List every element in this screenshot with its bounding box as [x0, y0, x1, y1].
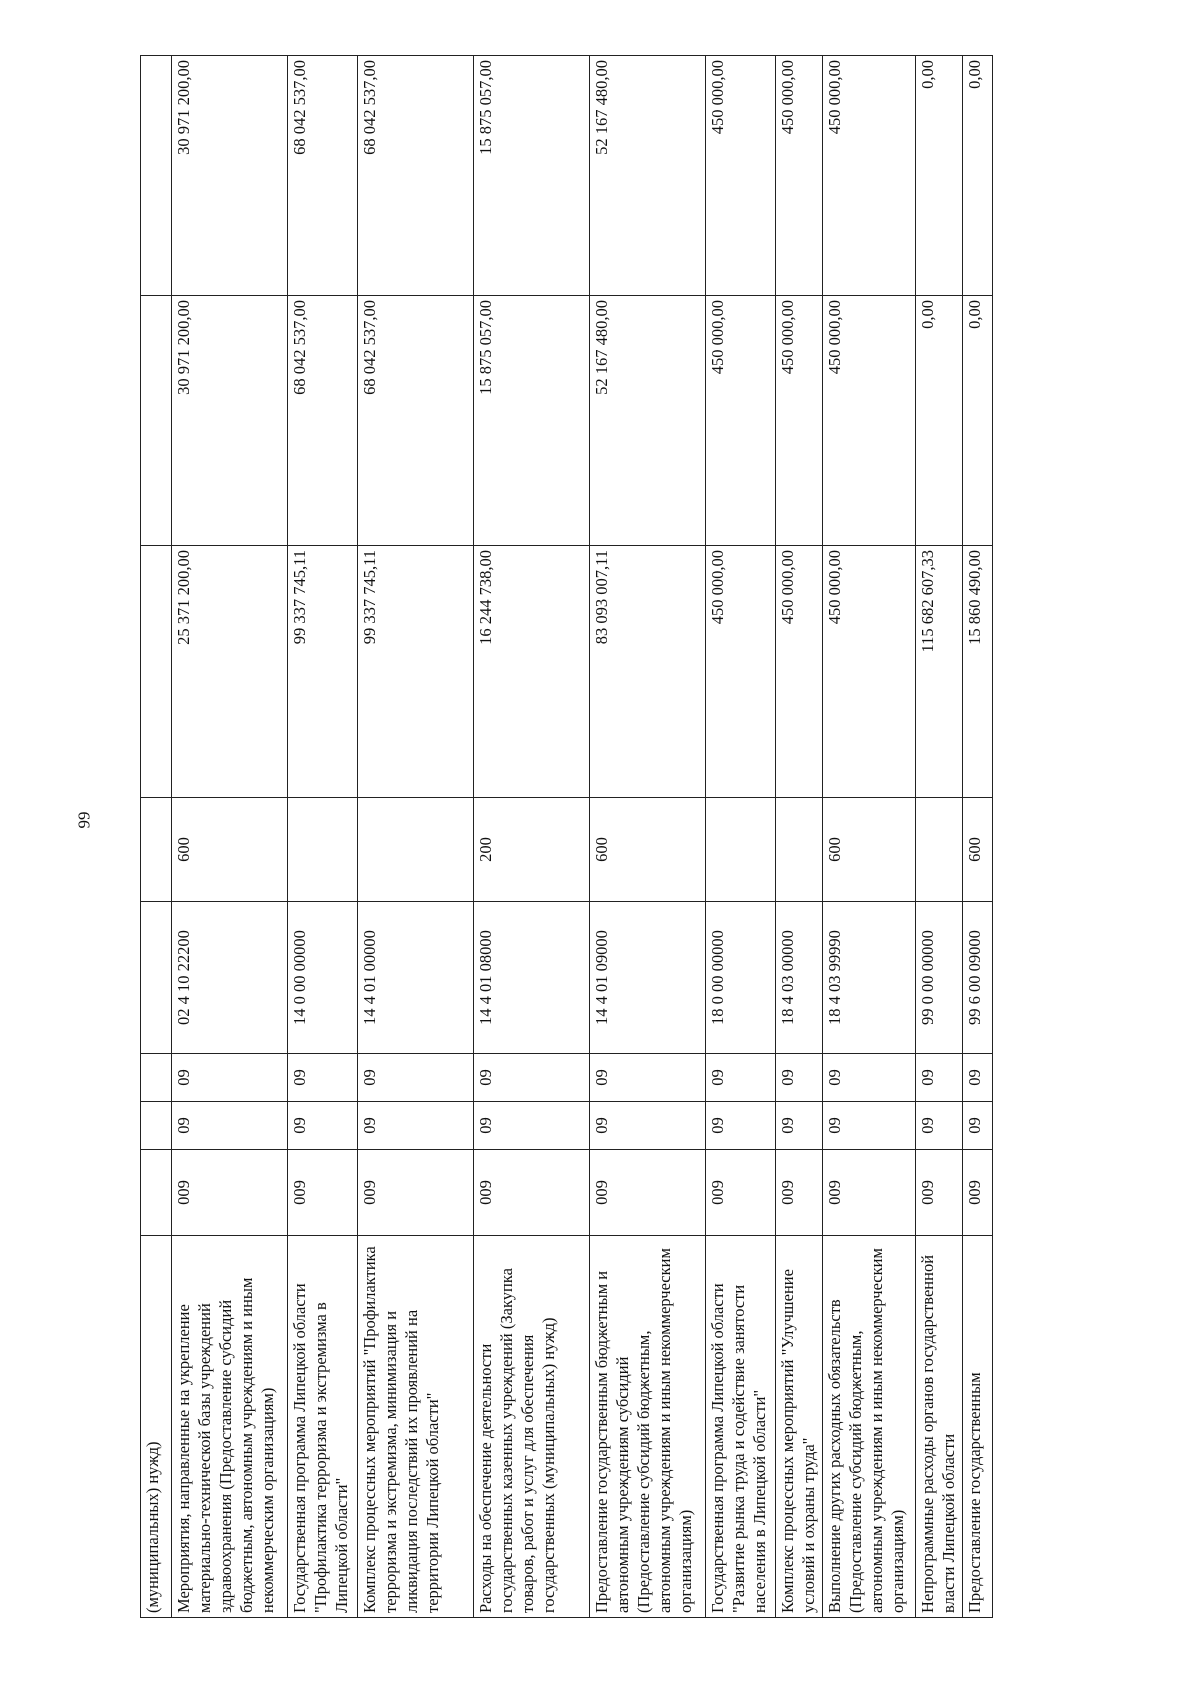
amount-year3-cell: 450 000,00: [776, 56, 823, 296]
subsection-cell: 09: [776, 1054, 823, 1102]
ministry-code-cell: [141, 1150, 172, 1236]
target-article-cell: 14 0 00 00000: [288, 902, 358, 1054]
ministry-code-cell: 009: [776, 1150, 823, 1236]
page-number-container: [64, 800, 104, 840]
table-row: [963, 56, 993, 1618]
amount-year3-cell: 68 042 537,00: [288, 56, 358, 296]
ministry-code-cell: 009: [474, 1150, 590, 1236]
ministry-code-cell: 009: [590, 1150, 706, 1236]
target-article-cell: 14 4 01 09000: [590, 902, 706, 1054]
amount-year2-cell: 68 042 537,00: [288, 296, 358, 546]
subsection-cell: 09: [288, 1054, 358, 1102]
subsection-cell: 09: [590, 1054, 706, 1102]
ministry-code-cell: 009: [172, 1150, 288, 1236]
amount-year1-cell: [141, 546, 172, 798]
amount-year1-cell: 115 682 607,33: [916, 546, 963, 798]
expense-type-cell: 600: [590, 798, 706, 902]
table-row: [823, 56, 916, 1618]
section-cell: [141, 1102, 172, 1150]
amount-year2-cell: 450 000,00: [706, 296, 776, 546]
amount-year2-cell: 0,00: [916, 296, 963, 546]
section-cell: 09: [776, 1102, 823, 1150]
amount-year3-cell: 0,00: [963, 56, 993, 296]
subsection-cell: 09: [963, 1054, 993, 1102]
amount-year1-cell: 83 093 007,11: [590, 546, 706, 798]
section-cell: 09: [172, 1102, 288, 1150]
amount-year3-cell: 52 167 480,00: [590, 56, 706, 296]
table-row: [358, 56, 474, 1618]
expense-type-cell: 600: [963, 798, 993, 902]
target-article-cell: 99 0 00 00000: [916, 902, 963, 1054]
target-article-cell: 14 4 01 00000: [358, 902, 474, 1054]
target-article-cell: 02 4 10 22200: [172, 902, 288, 1054]
ministry-code-cell: 009: [706, 1150, 776, 1236]
row-name-cell: (муниципальных) нужд): [141, 1236, 172, 1618]
page-number: 99: [74, 811, 93, 829]
table-row: [776, 56, 823, 1618]
section-cell: 09: [358, 1102, 474, 1150]
subsection-cell: 09: [823, 1054, 916, 1102]
amount-year2-cell: 450 000,00: [776, 296, 823, 546]
target-article-cell: 18 0 00 00000: [706, 902, 776, 1054]
table-row: [916, 56, 963, 1618]
amount-year1-cell: 16 244 738,00: [474, 546, 590, 798]
target-article-cell: 14 4 01 08000: [474, 902, 590, 1054]
subsection-cell: 09: [706, 1054, 776, 1102]
section-cell: 09: [288, 1102, 358, 1150]
amount-year3-cell: 30 971 200,00: [172, 56, 288, 296]
ministry-code-cell: 009: [823, 1150, 916, 1236]
amount-year2-cell: 15 875 057,00: [474, 296, 590, 546]
target-article-cell: 99 6 00 09000: [963, 902, 993, 1054]
rotated-table-container: [140, 56, 1100, 1618]
expense-type-cell: 600: [823, 798, 916, 902]
table-row: [141, 56, 172, 1618]
amount-year3-cell: [141, 56, 172, 296]
table-row: [474, 56, 590, 1618]
section-cell: 09: [706, 1102, 776, 1150]
amount-year3-cell: 450 000,00: [706, 56, 776, 296]
amount-year3-cell: 15 875 057,00: [474, 56, 590, 296]
expense-type-cell: [706, 798, 776, 902]
amount-year2-cell: 0,00: [963, 296, 993, 546]
amount-year2-cell: 52 167 480,00: [590, 296, 706, 546]
subsection-cell: 09: [474, 1054, 590, 1102]
target-article-cell: [141, 902, 172, 1054]
amount-year1-cell: 99 337 745,11: [288, 546, 358, 798]
target-article-cell: 18 4 03 00000: [776, 902, 823, 1054]
ministry-code-cell: 009: [963, 1150, 993, 1236]
expense-type-cell: 600: [172, 798, 288, 902]
amount-year1-cell: 99 337 745,11: [358, 546, 474, 798]
table-body: [141, 56, 993, 1618]
subsection-cell: [141, 1054, 172, 1102]
row-name-cell: Государственная программа Липецкой области "Развитие рынка труда и содействие занятости населения в Липецкой области": [706, 1236, 776, 1618]
amount-year2-cell: 450 000,00: [823, 296, 916, 546]
expense-type-cell: [358, 798, 474, 902]
row-name-cell: Выполнение других расходных обязательств (Предоставление субсидий бюджетным, автономным учреждениям и иным некоммерческим организациям): [823, 1236, 916, 1618]
amount-year3-cell: 68 042 537,00: [358, 56, 474, 296]
expense-type-cell: [288, 798, 358, 902]
row-name-cell: Расходы на обеспечение деятельности государственных казенных учреждений (Закупка товаров, работ и услуг для обеспечения государственных (муниципальных) нужд): [474, 1236, 590, 1618]
amount-year1-cell: 450 000,00: [823, 546, 916, 798]
ministry-code-cell: 009: [288, 1150, 358, 1236]
subsection-cell: 09: [172, 1054, 288, 1102]
expense-type-cell: [776, 798, 823, 902]
section-cell: 09: [963, 1102, 993, 1150]
subsection-cell: 09: [916, 1054, 963, 1102]
row-name-cell: Комплекс процессных мероприятий "Профилактика терроризма и экстремизма, минимизация и ликвидация последствий их проявлений на территории Липецкой области": [358, 1236, 474, 1618]
amount-year1-cell: 15 860 490,00: [963, 546, 993, 798]
row-name-cell: Непрограммные расходы органов государственной власти Липецкой области: [916, 1236, 963, 1618]
amount-year3-cell: 450 000,00: [823, 56, 916, 296]
target-article-cell: 18 4 03 99990: [823, 902, 916, 1054]
row-name-cell: Комплекс процессных мероприятий "Улучшение условий и охраны труда": [776, 1236, 823, 1618]
budget-table: [140, 55, 993, 1618]
ministry-code-cell: 009: [916, 1150, 963, 1236]
expense-type-cell: 200: [474, 798, 590, 902]
amount-year2-cell: 30 971 200,00: [172, 296, 288, 546]
section-cell: 09: [823, 1102, 916, 1150]
table-row: [288, 56, 358, 1618]
row-name-cell: Мероприятия, направленные на укрепление материально-технической базы учреждений здравоохранения (Предоставление субсидий бюджетным, автономным учреждениям и иным некоммерческим организациям): [172, 1236, 288, 1618]
table-row: [172, 56, 288, 1618]
amount-year2-cell: [141, 296, 172, 546]
amount-year1-cell: 25 371 200,00: [172, 546, 288, 798]
row-name-cell: Предоставление государственным бюджетным и автономным учреждениям субсидий (Предоставление субсидий бюджетным, автономным учреждениям и иным некоммерческим организациям): [590, 1236, 706, 1618]
subsection-cell: 09: [358, 1054, 474, 1102]
section-cell: 09: [474, 1102, 590, 1150]
amount-year1-cell: 450 000,00: [706, 546, 776, 798]
amount-year1-cell: 450 000,00: [776, 546, 823, 798]
table-row: [706, 56, 776, 1618]
table-row: [590, 56, 706, 1618]
expense-type-cell: [141, 798, 172, 902]
amount-year2-cell: 68 042 537,00: [358, 296, 474, 546]
ministry-code-cell: 009: [358, 1150, 474, 1236]
section-cell: 09: [590, 1102, 706, 1150]
row-name-cell: Государственная программа Липецкой области "Профилактика терроризма и экстремизма в Липецкой области": [288, 1236, 358, 1618]
row-name-cell: Предоставление государственным: [963, 1236, 993, 1618]
section-cell: 09: [916, 1102, 963, 1150]
amount-year3-cell: 0,00: [916, 56, 963, 296]
expense-type-cell: [916, 798, 963, 902]
